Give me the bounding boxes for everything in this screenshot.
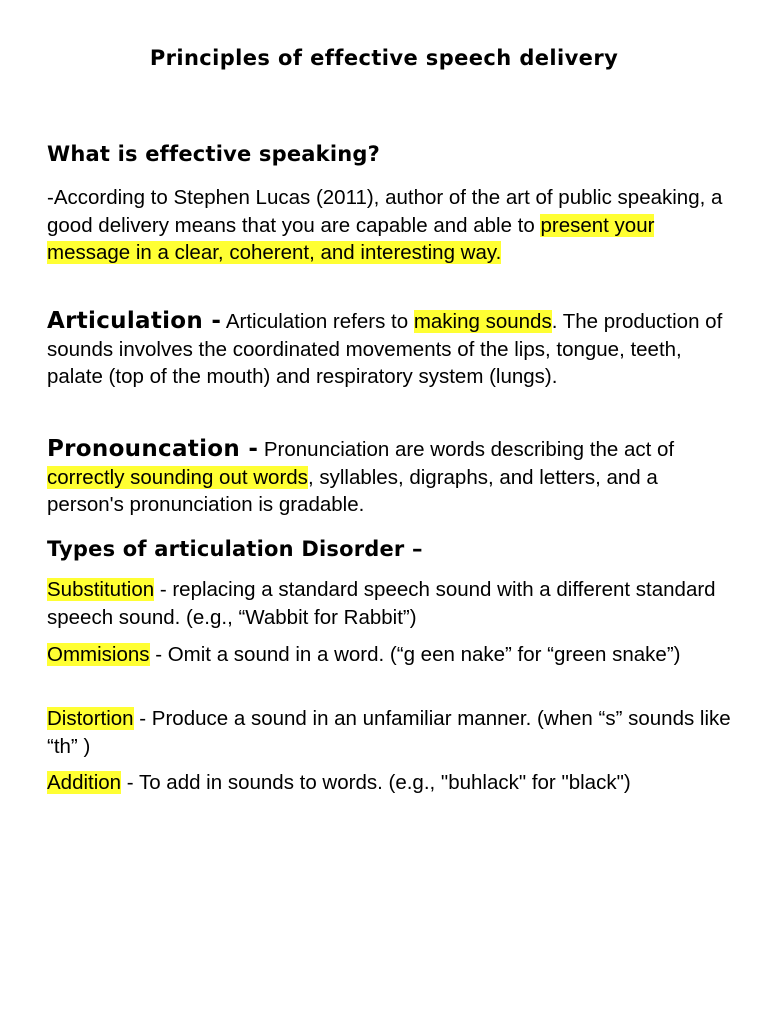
disorder-description: - Omit a sound in a word. (“g een nake” for “green snake”): [149, 643, 681, 666]
highlighted-text: correctly sounding out words: [47, 465, 308, 489]
disorder-item-substitution: [47, 576, 737, 631]
page-title: Principles of effective speech delivery: [149, 46, 619, 70]
pronunciation-term: Pronouncation -: [47, 436, 259, 462]
section-heading-effective-speaking: What is effective speaking?: [47, 142, 381, 166]
disorder-term: Ommisions: [47, 643, 150, 666]
disorder-item-addition: [47, 769, 737, 797]
highlighted-text: making sounds: [413, 310, 552, 333]
disorder-description: - replacing a standard speech sound with a different standard speech sound. (e.g., “Wabbit for Rabbit”): [47, 578, 716, 629]
disorder-term: Addition: [47, 771, 122, 794]
paragraph-text: -According to Stephen Lucas (2011), author of the art of public speaking, a good delivery means that you are capable and able to: [47, 186, 723, 237]
types-heading: Types of articulation Disorder –: [47, 537, 423, 561]
paragraph-text: , syllables, digraphs, and letters, and a person's pronunciation is gradable.: [47, 465, 658, 516]
disorder-term: Substitution: [47, 578, 155, 601]
pronunciation-paragraph: [47, 436, 737, 519]
disorder-item-omissions: [47, 641, 737, 669]
highlighted-text: present your message in a clear, coherent, and interesting way.: [47, 213, 655, 264]
disorder-item-distortion: [47, 705, 737, 760]
disorder-description: - Produce a sound in an unfamiliar manner. (when “s” sounds like “th” ): [47, 707, 731, 758]
disorder-term: Distortion: [47, 707, 134, 730]
paragraph-text: Articulation refers to: [221, 310, 414, 333]
paragraph-text: . The production of sounds involves the coordinated movements of the lips, tongue, teeth, palate (top of the mouth) and respiratory system (lungs).: [47, 310, 723, 388]
disorder-description: - To add in sounds to words. (e.g., "buhlack" for "black"): [121, 771, 631, 794]
effective-speaking-paragraph: [47, 184, 737, 267]
articulation-term: Articulation -: [47, 308, 222, 334]
paragraph-text: Pronunciation are words describing the act of: [258, 438, 675, 461]
articulation-paragraph: [47, 308, 737, 391]
